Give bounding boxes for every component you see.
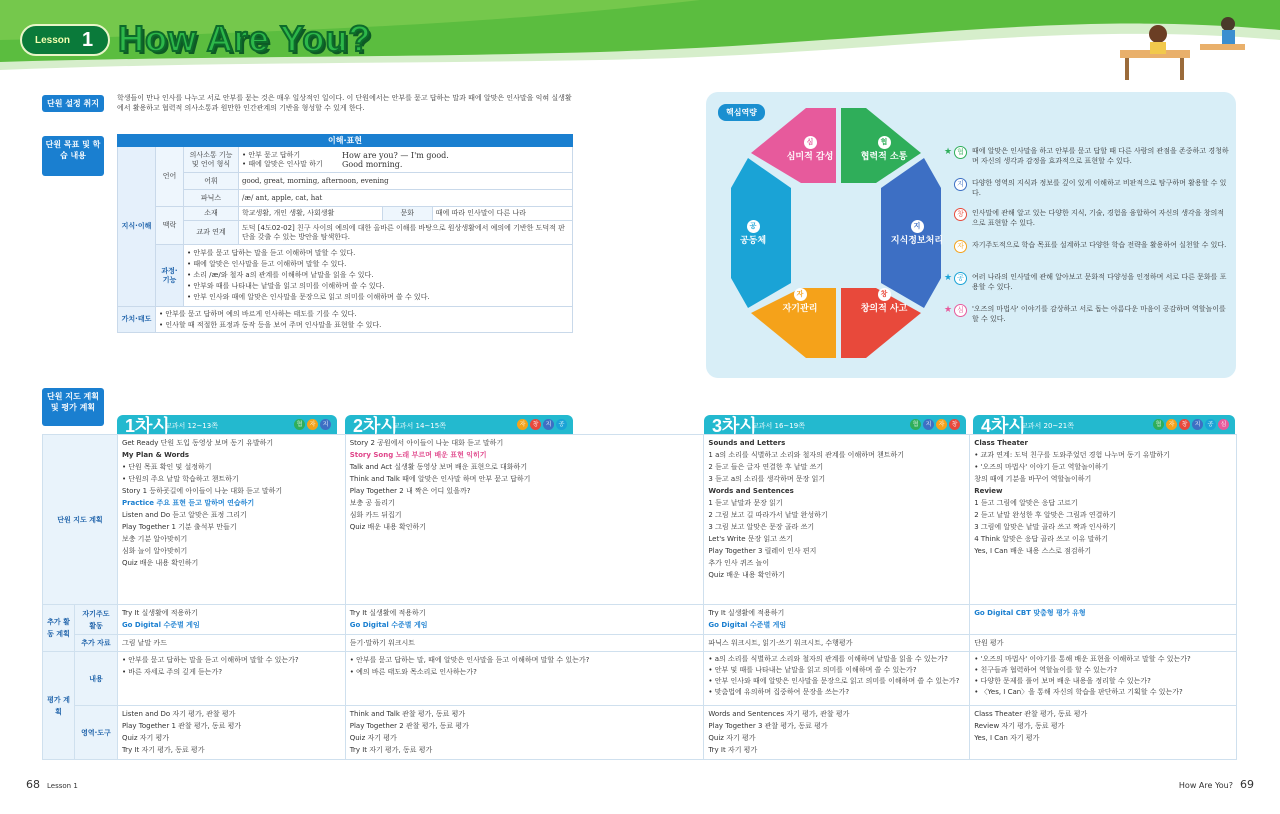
goal-ctx: 맥락 bbox=[156, 207, 184, 245]
guide-item: Practice 주요 표현 듣고 말하며 연습하기 bbox=[121, 499, 255, 507]
guide-item: 1 듣고 낱말과 문장 읽기 bbox=[708, 499, 783, 507]
guide-item: • 교과 연계: 도덕 친구를 도와주었던 경험 나누며 동기 유발하기 bbox=[974, 451, 1170, 459]
core-row bbox=[944, 146, 1230, 166]
skill-item: • 안부를 묻고 답하는 말을 듣고 이해하며 말할 수 있다. bbox=[187, 249, 356, 257]
topic-label: 소재 bbox=[184, 207, 239, 221]
self-item: Go Digital 수준별 게임 bbox=[349, 621, 428, 629]
comm-item: • 때에 알맞은 인사말 하기 bbox=[242, 159, 323, 168]
skill-label: 과정·기능 bbox=[156, 245, 184, 307]
competency-icon: 창 bbox=[954, 208, 967, 221]
self-item: Try It 실생활에 적용하기 bbox=[349, 609, 426, 617]
chasi-title: 1차시 bbox=[125, 416, 170, 436]
segment-icon: 창 bbox=[878, 288, 891, 301]
eval-item: • 다양한 문제를 풀어 보며 배운 내용을 정리할 수 있는가? bbox=[974, 677, 1151, 685]
core-row bbox=[957, 208, 1230, 228]
eval-content-3 bbox=[704, 652, 970, 706]
competency-dot: 창 bbox=[1179, 419, 1190, 430]
guide-item: 심화 카드 뒤집기 bbox=[349, 511, 402, 519]
guide-item: Story 2 공원에서 아이들이 나눈 대화 듣고 말하기 bbox=[349, 439, 504, 447]
eval-item: • 바른 자세로 주의 깊게 듣는가? bbox=[121, 668, 223, 676]
vocab-value: good, great, morning, afternoon, evening bbox=[239, 173, 573, 190]
area-item: Quiz 자기 평가 bbox=[349, 734, 397, 742]
self-item: Go Digital 수준별 게임 bbox=[121, 621, 200, 629]
eval-area-1 bbox=[117, 706, 345, 760]
star-icon: ★ bbox=[944, 305, 953, 315]
chasi-dots bbox=[294, 419, 331, 430]
chasi-dots bbox=[1153, 419, 1229, 430]
guide-item: Think and Talk 때에 알맞은 인사말 하며 안부 묻고 답하기 bbox=[349, 475, 531, 483]
skill-item: • 때에 알맞은 인사말을 듣고 이해하며 말할 수 있다. bbox=[187, 260, 347, 268]
goal-lang: 언어 bbox=[156, 147, 184, 207]
guide-item: Story 1 등하굣길에 아이들이 나눈 대화 듣고 말하기 bbox=[121, 487, 283, 495]
culture-value: 때에 따라 인사말이 다른 나라 bbox=[432, 207, 572, 221]
eval-content-1 bbox=[117, 652, 345, 706]
comm-cell bbox=[239, 147, 573, 173]
guide-item: 창의 때에 기분을 바꾸어 역할놀이하기 bbox=[974, 475, 1092, 483]
page-number: 69 bbox=[1240, 778, 1254, 791]
guide-item: 1 a의 소리를 식별하고 소리와 철자의 관계를 이해하며 챈트하기 bbox=[708, 451, 904, 459]
competency-dot: 협 bbox=[1153, 419, 1164, 430]
segment-cooperative bbox=[842, 136, 926, 162]
self-cell-4 bbox=[970, 605, 1237, 635]
comm-example: How are you? — I'm good. bbox=[342, 150, 449, 160]
competency-dot: 지 bbox=[923, 419, 934, 430]
area-item: Quiz 자기 평가 bbox=[121, 734, 170, 742]
lesson-label: Lesson bbox=[35, 35, 71, 46]
eval-item: • 맞춤법에 유의하며 집중하여 문장을 쓰는가? bbox=[708, 688, 850, 696]
segment-name: 협력적 소통 bbox=[860, 152, 908, 162]
segment-community bbox=[728, 220, 778, 246]
value-list bbox=[156, 307, 573, 333]
core-row bbox=[944, 304, 1230, 324]
material-row-label: 추가 자료 bbox=[74, 635, 117, 652]
material-cell: 단원 평가 bbox=[970, 635, 1237, 652]
eval-area-3 bbox=[704, 706, 970, 760]
chasi-pages: 교과서 16~19쪽 bbox=[752, 422, 805, 430]
eval-item: • '오즈의 마법사' 이야기를 통해 배운 표현을 이해하고 말할 수 있는가? bbox=[974, 655, 1191, 663]
area-item: Quiz 자기 평가 bbox=[708, 734, 756, 742]
self-cell-3 bbox=[704, 605, 970, 635]
guide-item: Review bbox=[974, 487, 1003, 495]
segment-icon: 지 bbox=[911, 220, 924, 233]
guide-item: Play Together 1 기분 출석부 만들기 bbox=[121, 523, 237, 531]
eval-item: • 안부 인사와 때에 알맞은 인사말을 문장으로 읽고 의미를 이해하며 쓸 수 있는가? bbox=[708, 677, 960, 685]
intro-label: 단원 설정 취지 bbox=[42, 95, 104, 112]
segment-name: 자기관리 bbox=[782, 304, 818, 314]
guide-cell-1 bbox=[117, 435, 345, 605]
self-cell-2 bbox=[345, 605, 704, 635]
guide-item: Sounds and Letters bbox=[708, 439, 786, 447]
guide-item: Talk and Act 실생활 동영상 보며 배운 표현으로 대화하기 bbox=[349, 463, 528, 471]
link-value: 도덕 [4도02-02] 친구 사이의 예의에 대한 올바른 이해를 바탕으로 원상생활에서 예의에 기반한 도덕적 판단을 갖출 수 있는 방안을 탐색한다. bbox=[239, 221, 573, 245]
segment-creative bbox=[842, 288, 926, 314]
goal-table bbox=[117, 134, 573, 333]
star-icon: ★ bbox=[944, 147, 953, 157]
segment-self bbox=[758, 288, 842, 314]
guide-item: Story Song 노래 부르며 배운 표현 익히기 bbox=[349, 451, 487, 459]
segment-name: 공동체 bbox=[739, 236, 767, 246]
page-title: How Are You? bbox=[118, 18, 372, 59]
guide-row-label: 단원 지도 계획 bbox=[43, 435, 118, 605]
competency-icon: 공 bbox=[954, 272, 967, 285]
link-label: 교과 연계 bbox=[184, 221, 239, 245]
area-item: Try It 자기 평가, 동료 평가 bbox=[121, 746, 205, 754]
competency-dot: 자 bbox=[936, 419, 947, 430]
competency-dot: 자 bbox=[517, 419, 528, 430]
area-item: Words and Sentences 자기 평가, 관찰 평가 bbox=[708, 710, 850, 718]
plan-label bbox=[42, 388, 104, 426]
guide-item: My Plan & Words bbox=[121, 451, 190, 459]
lesson-number: 1 bbox=[82, 29, 94, 51]
comm-item: • 안부 묻고 답하기 bbox=[242, 150, 301, 159]
segment-icon: 협 bbox=[878, 136, 891, 149]
guide-item: 3 듣고 a의 소리를 생각하며 문장 읽기 bbox=[708, 475, 826, 483]
guide-item: • 단원의 주요 낱말 학습하고 챈트하기 bbox=[121, 475, 239, 483]
guide-item: 보충 공 돌리기 bbox=[349, 499, 395, 507]
eval-item: • 〈Yes, I Can〉을 통해 자신의 학습을 판단하고 기획할 수 있는가? bbox=[974, 688, 1183, 696]
area-item: Play Together 3 관찰 평가, 동료 평가 bbox=[708, 722, 828, 730]
segment-knowledge bbox=[882, 220, 952, 246]
competency-dot: 창 bbox=[530, 419, 541, 430]
area-row-label: 영역·도구 bbox=[74, 706, 117, 760]
eval-area-4 bbox=[970, 706, 1237, 760]
material-cell: 그림 낱말 카드 bbox=[117, 635, 345, 652]
guide-item: Quiz 배운 내용 확인하기 bbox=[349, 523, 427, 531]
core-row-text: 인사말에 관해 알고 있는 다양한 지식, 기술, 경험을 융합하여 자신의 생각을 창의적으로 표현할 수 있다. bbox=[972, 209, 1225, 227]
competency-dot: 창 bbox=[949, 419, 960, 430]
material-cell: 파닉스 워크시트, 읽기·쓰기 워크시트, 수행평가 bbox=[704, 635, 970, 652]
competency-dot: 공 bbox=[1205, 419, 1216, 430]
guide-cell-4 bbox=[970, 435, 1237, 605]
comm-label: 의사소통 기능 및 언어 형식 bbox=[184, 147, 239, 173]
eval-content-2 bbox=[345, 652, 704, 706]
guide-item: Words and Sentences bbox=[708, 487, 794, 495]
skill-list bbox=[184, 245, 573, 307]
goal-header: 이해·표현 bbox=[118, 135, 573, 147]
guide-item: Class Theater bbox=[974, 439, 1028, 447]
competency-dot: 협 bbox=[294, 419, 305, 430]
eval-content-4 bbox=[970, 652, 1237, 706]
content-row-label: 내용 bbox=[74, 652, 117, 706]
chasi-3-header bbox=[704, 415, 966, 435]
guide-item: Play Together 2 내 짝은 어디 있을까? bbox=[349, 487, 471, 495]
chasi-1-header bbox=[117, 415, 337, 435]
eval-item: • 예의 바른 태도와 목소리로 인사하는가? bbox=[349, 668, 477, 676]
guide-item: Play Together 3 릴레이 인사 편지 bbox=[708, 547, 817, 555]
area-item: Yes, I Can 자기 평가 bbox=[974, 734, 1040, 742]
goal-row-knowledge: 지식·이해 bbox=[118, 147, 156, 307]
eval-item: • a의 소리를 식별하고 소리와 철자의 관계를 이해하며 낱말을 읽을 수 있는가? bbox=[708, 655, 948, 663]
self-item: Go Digital 수준별 게임 bbox=[708, 621, 787, 629]
value-label: 가치·태도 bbox=[118, 307, 156, 333]
chasi-pages: 교과서 12~13쪽 bbox=[165, 422, 218, 430]
competency-dot: 심 bbox=[1218, 419, 1229, 430]
guide-item: Quiz 배운 내용 확인하기 bbox=[708, 571, 785, 579]
eval-area-2 bbox=[345, 706, 704, 760]
area-item: Play Together 2 관찰 평가, 동료 평가 bbox=[349, 722, 469, 730]
chasi-title: 2차시 bbox=[353, 416, 398, 436]
skill-item: • 소리 /æ/와 철자 a의 관계를 이해하며 낱말을 읽을 수 있다. bbox=[187, 271, 374, 279]
skill-item: • 안부 인사와 때에 알맞은 인사말을 문장으로 읽고 의미를 이해하며 쓸 수 있다. bbox=[187, 293, 430, 301]
guide-item: Quiz 배운 내용 확인하기 bbox=[121, 559, 199, 567]
footer-right bbox=[1179, 778, 1254, 791]
area-item: Think and Talk 관찰 평가, 동료 평가 bbox=[349, 710, 466, 718]
guide-item: Let's Write 문장 읽고 쓰기 bbox=[708, 535, 793, 543]
intro-text: 학생들이 만나 인사를 나누고 서로 안부를 묻는 것은 매우 일상적인 일이다. 이 단원에서는 안부를 묻고 답하는 말과 때에 알맞은 인사말을 익혀 실생활에서 활용하고 협력적 의사소통과 원만한 인간관계의 기반을 형성할 수 있게 한다. bbox=[117, 94, 572, 112]
topic-value: 학교생활, 개인 생활, 사회생활 bbox=[239, 207, 383, 221]
chasi-title: 3차시 bbox=[712, 416, 757, 436]
segment-name: 창의적 사고 bbox=[860, 304, 908, 314]
skill-item: • 안부와 때를 나타내는 낱말을 읽고 의미를 이해하며 쓸 수 있다. bbox=[187, 282, 385, 290]
extra-row-label: 추가 활동 계획 bbox=[43, 605, 75, 652]
chasi-title: 4차시 bbox=[981, 416, 1026, 436]
eval-row-label: 평가 계획 bbox=[43, 652, 75, 760]
guide-item: • '오즈의 마법사' 이야기 듣고 역할놀이하기 bbox=[974, 463, 1109, 471]
guide-item: 심화 늘이 알아맞히기 bbox=[121, 547, 188, 555]
comm-example: Good morning. bbox=[342, 159, 403, 169]
core-row-text: 다양한 영역의 지식과 정보를 깊이 있게 이해하고 비판적으로 탐구하며 활용할 수 있다. bbox=[972, 179, 1227, 197]
segment-icon: 자 bbox=[794, 288, 807, 301]
area-item: Try It 자기 평가, 동료 평가 bbox=[349, 746, 433, 754]
eval-item: • 안부 및 때를 나타내는 낱말을 읽고 의미를 이해하며 쓸 수 있는가? bbox=[708, 666, 917, 674]
guide-item: 3 그림에 알맞은 낱말 골라 쓰고 짝과 인사하기 bbox=[974, 523, 1116, 531]
eval-item: • 안부를 묻고 답하는 말을 듣고 이해하며 말할 수 있는가? bbox=[121, 656, 299, 664]
guide-item: 보충 기분 알아맞히기 bbox=[121, 535, 188, 543]
area-item: Play Together 1 관찰 평가, 동료 평가 bbox=[121, 722, 242, 730]
core-row-text: 여러 나라의 인사말에 관해 알아보고 문화적 다양성을 인정하며 서로 다른 문화를 포용할 수 있다. bbox=[972, 273, 1227, 291]
area-item: Review 자기 평가, 동료 평가 bbox=[974, 722, 1065, 730]
self-item: Try It 실생활에 적용하기 bbox=[121, 609, 198, 617]
area-item: Class Theater 관찰 평가, 동료 평가 bbox=[974, 710, 1088, 718]
core-row-text: 자기주도적으로 학습 목표를 설계하고 다양한 학습 전략을 활용하여 실천할 수 있다. bbox=[972, 241, 1227, 249]
core-row-text: '오즈의 마법사' 이야기를 감상하고 서로 돕는 아름다운 마음이 공감하며 역할놀이를 할 수 있다. bbox=[972, 305, 1226, 323]
eval-item: • 친구들과 협력하여 역할놀이를 할 수 있는가? bbox=[974, 666, 1118, 674]
chasi-pages: 교과서 20~21쪽 bbox=[1021, 422, 1074, 430]
page-number: 68 bbox=[26, 778, 40, 791]
segment-name: 지식정보처리 bbox=[890, 236, 944, 246]
self-cell-1 bbox=[117, 605, 345, 635]
competency-dot: 지 bbox=[543, 419, 554, 430]
self-row-label: 자기주도 활동 bbox=[74, 605, 117, 635]
guide-item: 추가 인사 퀴즈 놀이 bbox=[708, 559, 770, 567]
goal-label-text: 단원 목표 및 학습 내용 bbox=[45, 140, 101, 160]
guide-item: Get Ready 단원 도입 동영상 보며 동기 유발하기 bbox=[121, 439, 274, 447]
phonics-label: 파닉스 bbox=[184, 190, 239, 207]
phonics-value: /æ/ ant, apple, cat, hat bbox=[239, 190, 573, 207]
chasi-4-header bbox=[973, 415, 1235, 435]
chasi-dots bbox=[910, 419, 960, 430]
classroom-illustration bbox=[1110, 8, 1250, 86]
guide-item: • 단원 목표 확인 및 설정하기 bbox=[121, 463, 212, 471]
guide-item: 2 그림 보고 길 따라가서 낱말 완성하기 bbox=[708, 511, 828, 519]
chasi-dots bbox=[517, 419, 567, 430]
core-row bbox=[944, 272, 1230, 292]
competency-icon: 심 bbox=[954, 304, 967, 317]
segment-aesthetic bbox=[768, 136, 852, 162]
segment-icon: 심 bbox=[804, 136, 817, 149]
core-label: 핵심역량 bbox=[718, 104, 765, 121]
vocab-label: 어휘 bbox=[184, 173, 239, 190]
guide-cell-3 bbox=[704, 435, 970, 605]
competency-dot: 협 bbox=[910, 419, 921, 430]
plan-label-text: 단원 지도 계획 및 평가 계획 bbox=[47, 392, 99, 412]
goal-label bbox=[42, 136, 104, 176]
area-item: Listen and Do 자기 평가, 관찰 평가 bbox=[121, 710, 236, 718]
area-item: Try It 자기 평가 bbox=[708, 746, 758, 754]
guide-item: 2 듣고 낱말 완성한 후 알맞은 그림과 연결하기 bbox=[974, 511, 1116, 519]
culture-label: 문화 bbox=[382, 207, 432, 221]
footer-lesson: Lesson 1 bbox=[47, 782, 78, 790]
footer-title: How Are You? bbox=[1178, 781, 1233, 790]
segment-icon: 공 bbox=[747, 220, 760, 233]
guide-item: 2 듣고 들은 글자 연결한 후 낱말 쓰기 bbox=[708, 463, 824, 471]
chasi-2-header bbox=[345, 415, 573, 435]
core-row bbox=[957, 178, 1230, 198]
self-item: Try It 실생활에 적용하기 bbox=[708, 609, 785, 617]
plan-table bbox=[42, 434, 1237, 760]
value-item: • 인사할 때 적절한 표정과 동작 등을 보여 주며 인사말을 표현할 수 있다. bbox=[159, 320, 382, 329]
competency-dot: 지 bbox=[1192, 419, 1203, 430]
guide-cell-2 bbox=[345, 435, 704, 605]
star-icon: ★ bbox=[944, 273, 953, 283]
segment-name: 심미적 감성 bbox=[786, 152, 834, 162]
guide-item: Yes, I Can 배운 내용 스스로 점검하기 bbox=[974, 547, 1092, 555]
lesson-badge bbox=[20, 24, 110, 56]
competency-dot: 자 bbox=[1166, 419, 1177, 430]
guide-item: 4 Think 알맞은 응답 골라 쓰고 이유 말하기 bbox=[974, 535, 1109, 543]
competency-dot: 지 bbox=[320, 419, 331, 430]
core-row bbox=[957, 240, 1230, 250]
competency-dot: 자 bbox=[307, 419, 318, 430]
core-row-text: 때에 알맞은 인사말을 하고 안부를 묻고 답할 때 다른 사람의 관점을 존중하고 경청하며 자신의 생각과 감정을 효과적으로 표현할 수 있다. bbox=[972, 147, 1229, 165]
self-item: Go Digital CBT 맞춤형 평가 유형 bbox=[974, 609, 1086, 617]
eval-item: • 안부를 묻고 답하는 말, 때에 알맞은 인사말을 듣고 이해하며 말할 수 있는가? bbox=[349, 656, 590, 664]
guide-item: Listen and Do 듣고 알맞은 표정 그리기 bbox=[121, 511, 247, 519]
guide-item: 1 듣고 그림에 알맞은 응답 고르기 bbox=[974, 499, 1078, 507]
material-cell: 듣기·말하기 워크시트 bbox=[345, 635, 704, 652]
value-item: • 안부를 묻고 답하며 예의 바르게 인사하는 태도를 기를 수 있다. bbox=[159, 309, 357, 318]
guide-item: 3 그림 보고 알맞은 문장 골라 쓰기 bbox=[708, 523, 815, 531]
footer-left bbox=[26, 778, 78, 791]
competency-icon: 지 bbox=[954, 178, 967, 191]
chasi-pages: 교과서 14~15쪽 bbox=[393, 422, 446, 430]
core-competency-panel bbox=[706, 92, 1236, 378]
competency-icon: 자 bbox=[954, 240, 967, 253]
competency-dot: 공 bbox=[556, 419, 567, 430]
competency-icon: 협 bbox=[954, 146, 967, 159]
